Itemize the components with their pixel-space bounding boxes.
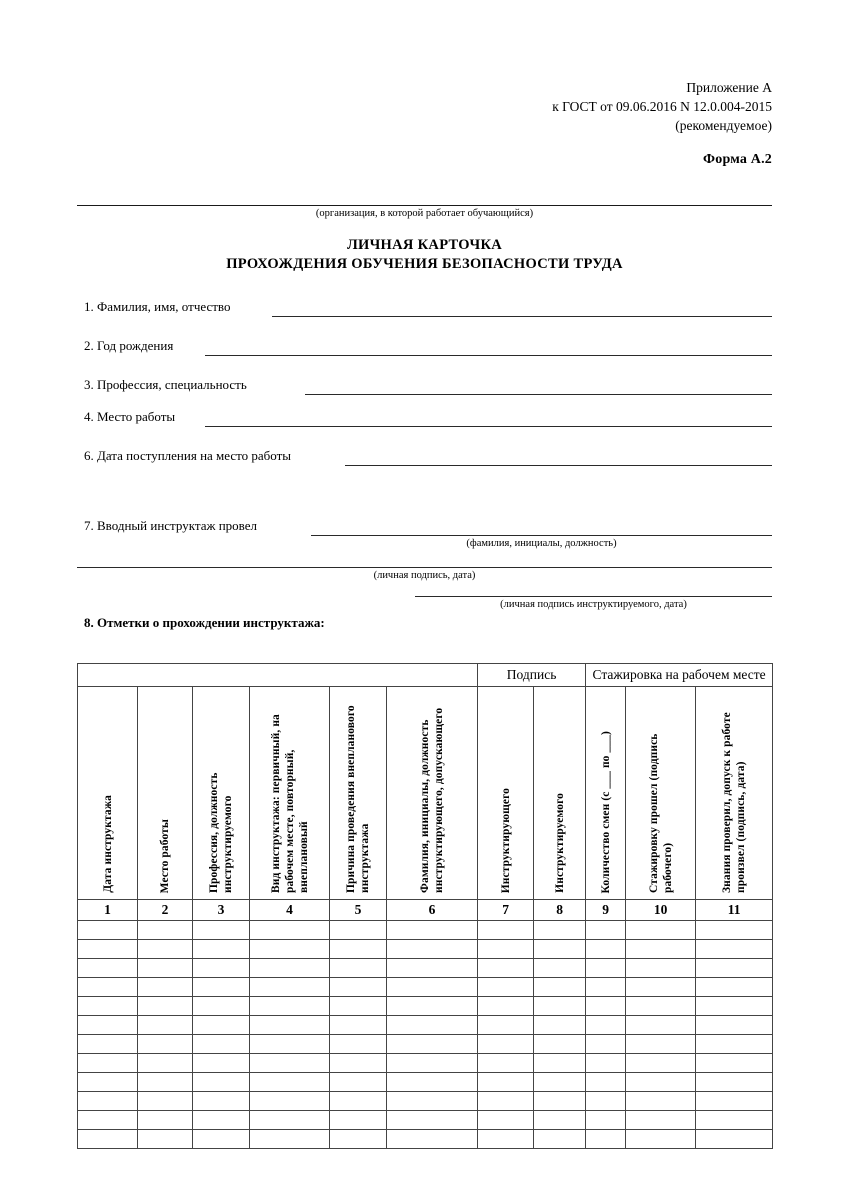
table-cell[interactable] [138,1130,193,1149]
table-cell[interactable] [534,997,586,1016]
table-cell[interactable] [586,1035,626,1054]
table-cell[interactable] [78,1016,138,1035]
table-cell[interactable] [387,1035,478,1054]
table-cell[interactable] [534,1130,586,1149]
table-cell[interactable] [626,959,696,978]
table-cell[interactable] [193,1111,250,1130]
table-cell[interactable] [478,997,534,1016]
table-cell[interactable] [534,1073,586,1092]
table-cell[interactable] [330,1111,387,1130]
table-cell[interactable] [78,997,138,1016]
table-cell[interactable] [387,1092,478,1111]
group-header-empty [78,664,478,687]
appendix-label: Приложение А [686,80,772,95]
page-title-line2: ПРОХОЖДЕНИЯ ОБУЧЕНИЯ БЕЗОПАСНОСТИ ТРУДА [226,256,623,272]
table-cell[interactable] [138,1073,193,1092]
column-number-5: 5 [330,900,387,921]
table-cell[interactable] [250,1092,330,1111]
table-cell[interactable] [696,1092,773,1111]
table-cell[interactable] [478,1111,534,1130]
caption-name-initials-position: (фамилия, инициалы, должность) [466,538,617,549]
column-number-6: 6 [387,900,478,921]
table-cell[interactable] [193,1054,250,1073]
gost-reference: к ГОСТ от 09.06.2016 N 12.0.004-2015 [552,99,772,114]
table-cell[interactable] [250,1130,330,1149]
section-label-briefing-records: 8. Отметки о прохождении инструктажа: [84,615,325,630]
field-label-hiredate: 6. Дата поступления на место работы [84,448,292,463]
table-cell[interactable] [193,1073,250,1092]
table-cell[interactable] [250,1054,330,1073]
column-header-unscheduled-reason: Причина проведения внепланового инструктажа [330,687,387,900]
column-header-signature-instructor: Инструктирующего [478,687,534,900]
table-cell[interactable] [696,1016,773,1035]
table-cell[interactable] [696,940,773,959]
field-label-profession: 3. Профессия, специальность [84,377,247,392]
table-cell[interactable] [387,1016,478,1035]
table-cell[interactable] [534,1111,586,1130]
field-label-birthyear: 2. Год рождения [84,338,174,353]
field-label-workplace: 4. Место работы [84,409,176,424]
table-row [78,1073,773,1092]
caption-personal-signature-date: (личная подпись, дата) [373,570,476,581]
table-cell[interactable] [586,978,626,997]
table-cell[interactable] [626,921,696,940]
table-row [78,921,773,940]
organization-rule [77,205,772,206]
table-cell[interactable] [696,1035,773,1054]
table-cell[interactable] [387,1054,478,1073]
table-cell[interactable] [586,1054,626,1073]
table-cell[interactable] [387,997,478,1016]
table-row [78,1035,773,1054]
table-cell[interactable] [193,959,250,978]
table-cell[interactable] [696,1073,773,1092]
table-cell[interactable] [250,1073,330,1092]
table-cell[interactable] [250,1016,330,1035]
column-header-profession-position: Профессия, должность инструктируемого [193,687,250,900]
table-cell[interactable] [534,1092,586,1111]
table-cell[interactable] [78,1130,138,1149]
table-column-header-row [78,687,773,900]
table-cell[interactable] [138,1092,193,1111]
table-cell[interactable] [478,978,534,997]
table-cell[interactable] [250,921,330,940]
table-cell[interactable] [78,1111,138,1130]
table-row [78,940,773,959]
table-cell[interactable] [626,1111,696,1130]
column-number-4: 4 [250,900,330,921]
table-row [78,997,773,1016]
organization-caption: (организация, в которой работает обучающийся) [315,208,534,219]
table-cell[interactable] [478,1130,534,1149]
column-header-signature-instructed: Инструктируемого [534,687,586,900]
table-cell[interactable] [478,1016,534,1035]
table-cell[interactable] [138,978,193,997]
table-cell[interactable] [626,1130,696,1149]
table-cell[interactable] [193,997,250,1016]
table-cell[interactable] [696,1130,773,1149]
table-cell[interactable] [387,1073,478,1092]
field-input-birthyear[interactable] [205,355,772,356]
table-cell[interactable] [138,997,193,1016]
table-cell[interactable] [193,921,250,940]
table-cell[interactable] [250,1111,330,1130]
column-number-10: 10 [626,900,696,921]
field-label-intro-briefing: 7. Вводный инструктаж провел [84,518,257,533]
table-cell[interactable] [586,1130,626,1149]
table-cell[interactable] [193,1035,250,1054]
table-cell[interactable] [696,978,773,997]
table-cell[interactable] [626,1035,696,1054]
table-cell[interactable] [193,1130,250,1149]
table-cell[interactable] [250,940,330,959]
table-cell[interactable] [193,1092,250,1111]
table-body [78,921,773,1149]
table-cell[interactable] [626,1073,696,1092]
column-header-knowledge-verified: Знания проверил, допуск к работе произвел (подпись, дата) [696,687,773,900]
group-header-signature: Подпись [478,664,586,687]
table-cell[interactable] [193,978,250,997]
caption-instructed-signature-date: (личная подпись инструктируемого, дата) [500,599,687,610]
table-cell[interactable] [586,940,626,959]
table-cell[interactable] [330,959,387,978]
table-row [78,1111,773,1130]
table-cell[interactable] [478,921,534,940]
table-cell[interactable] [138,959,193,978]
table-cell[interactable] [478,1035,534,1054]
table-cell[interactable] [78,1092,138,1111]
column-header-instructor-name: Фамилия, инициалы, должность инструктирующего, допускающего [387,687,478,900]
table-cell[interactable] [330,1130,387,1149]
field-input-hiredate[interactable] [345,465,772,466]
table-cell[interactable] [330,1073,387,1092]
field-input-instructed-signature[interactable] [415,596,772,597]
table-cell[interactable] [138,921,193,940]
table-cell[interactable] [478,940,534,959]
column-header-briefing-type: Вид инструктажа: первичный, на рабочем месте, повторный, внеплановый [250,687,330,900]
table-cell[interactable] [78,978,138,997]
table-cell[interactable] [696,997,773,1016]
table-cell[interactable] [586,1092,626,1111]
briefing-records-table [77,663,773,1149]
table-cell[interactable] [586,1073,626,1092]
table-cell[interactable] [78,959,138,978]
column-header-briefing-date: Дата инструктажа [78,687,138,900]
table-cell[interactable] [534,921,586,940]
table-cell[interactable] [193,1016,250,1035]
table-cell[interactable] [330,1054,387,1073]
table-cell[interactable] [78,1054,138,1073]
field-label-fullname: 1. Фамилия, имя, отчество [84,299,231,314]
recommended-label: (рекомендуемое) [675,118,772,133]
table-cell[interactable] [478,1073,534,1092]
page-title [77,236,772,274]
table-cell[interactable] [387,959,478,978]
table-cell[interactable] [387,1111,478,1130]
table-column-number-row [78,900,773,921]
field-input-fullname[interactable] [272,316,772,317]
group-header-internship: Стажировка на рабочем месте [586,664,773,687]
table-cell[interactable] [626,940,696,959]
table-cell[interactable] [586,997,626,1016]
table-cell[interactable] [138,940,193,959]
table-cell[interactable] [138,1035,193,1054]
table-cell[interactable] [193,940,250,959]
column-number-11: 11 [696,900,773,921]
table-cell[interactable] [626,1054,696,1073]
table-cell[interactable] [696,921,773,940]
field-input-profession[interactable] [305,394,772,395]
table-cell[interactable] [534,978,586,997]
table-cell[interactable] [626,978,696,997]
table-cell[interactable] [626,997,696,1016]
table-cell[interactable] [250,997,330,1016]
table-cell[interactable] [478,1092,534,1111]
document-reference-header [552,78,772,135]
table-cell[interactable] [696,959,773,978]
page-title-line1: ЛИЧНАЯ КАРТОЧКА [346,237,503,253]
column-number-9: 9 [586,900,626,921]
table-row [78,1130,773,1149]
table-cell[interactable] [387,978,478,997]
table-cell[interactable] [534,1016,586,1035]
field-input-intro-briefing[interactable] [311,535,772,536]
table-row [78,1016,773,1035]
table-cell[interactable] [330,1016,387,1035]
table-cell[interactable] [478,959,534,978]
table-row [78,1092,773,1111]
table-cell[interactable] [534,959,586,978]
table-cell[interactable] [534,940,586,959]
table-row [78,959,773,978]
table-cell[interactable] [78,921,138,940]
table-cell[interactable] [78,1073,138,1092]
table-cell[interactable] [250,959,330,978]
table-cell[interactable] [696,1111,773,1130]
table-cell[interactable] [586,921,626,940]
table-cell[interactable] [387,921,478,940]
column-number-2: 2 [138,900,193,921]
table-cell[interactable] [586,1016,626,1035]
table-cell[interactable] [138,1054,193,1073]
table-cell[interactable] [138,1111,193,1130]
table-cell[interactable] [387,1130,478,1149]
table-cell[interactable] [478,1054,534,1073]
table-cell[interactable] [586,959,626,978]
table-row [78,978,773,997]
field-input-personal-signature[interactable] [77,567,772,568]
field-input-workplace[interactable] [205,426,772,427]
column-number-3: 3 [193,900,250,921]
table-cell[interactable] [534,1035,586,1054]
table-cell[interactable] [250,1035,330,1054]
table-cell[interactable] [534,1054,586,1073]
table-cell[interactable] [586,1111,626,1130]
column-number-1: 1 [78,900,138,921]
column-header-workplace: Место работы [138,687,193,900]
table-cell[interactable] [387,940,478,959]
column-header-shift-count: Количество смен (с ___ по ___) [586,687,626,900]
table-cell[interactable] [250,978,330,997]
table-cell[interactable] [330,940,387,959]
table-cell[interactable] [330,1092,387,1111]
form-number: Форма А.2 [703,152,772,167]
column-header-internship-completed: Стажировку прошел (подпись рабочего) [626,687,696,900]
table-cell[interactable] [138,1016,193,1035]
table-cell[interactable] [330,1035,387,1054]
table-group-header-row [78,664,773,687]
table-cell[interactable] [330,978,387,997]
column-number-7: 7 [478,900,534,921]
table-row [78,1054,773,1073]
table-cell[interactable] [696,1054,773,1073]
table-cell[interactable] [78,1035,138,1054]
table-cell[interactable] [626,1092,696,1111]
column-number-8: 8 [534,900,586,921]
table-cell[interactable] [330,997,387,1016]
table-cell[interactable] [626,1016,696,1035]
table-cell[interactable] [78,940,138,959]
table-cell[interactable] [330,921,387,940]
